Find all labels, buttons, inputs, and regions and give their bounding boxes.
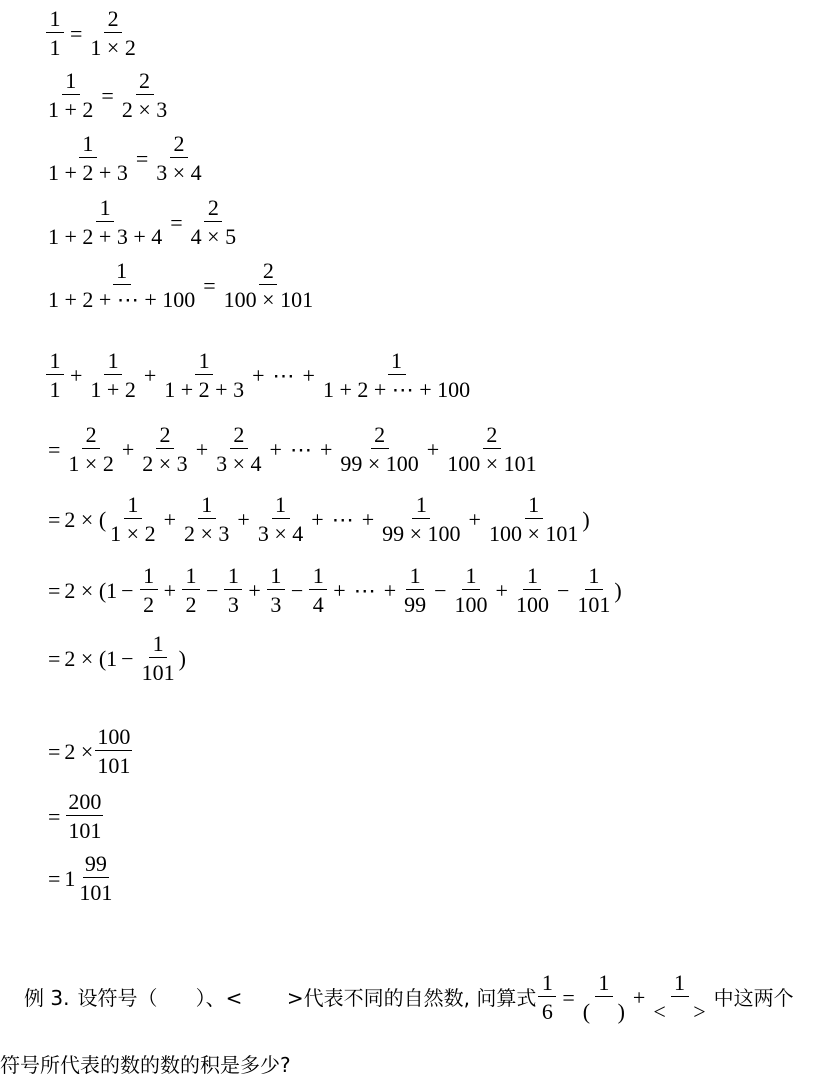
identity-row-3: $\frac{1}{1 + 2 + 3}$ = $\frac{2}{3 \times 4}$: [48, 131, 202, 185]
identity-row-4: $\frac{1}{1 + 2 + 3 + 4}$ = $\frac{2}{4 \times 5}$: [48, 195, 237, 249]
derivation-step-1: = $\frac{2}{1 \times 2}$ + $\frac{2}{2 \times 3}$ + $\frac{2}{3 \times 4}$ + ⋯ + $\frac{2}{99 \times 100}$ + $\frac{2}{100 \times 101}$: [48, 422, 537, 476]
fraction: $\frac{1}{1 + 2 + \cdots + 100}$: [322, 348, 471, 402]
fraction: $\frac{1}{3}$: [224, 565, 242, 616]
fraction: $\frac{1}{101}$: [577, 563, 611, 617]
fraction: $\frac{2}{100 \times 101}$: [447, 422, 537, 476]
fraction: $\frac{1}{1 + 2 + 3 + 4}$: [48, 195, 163, 249]
fraction: $\frac{200}{101}$: [68, 789, 102, 843]
derivation-step-5: = 2 × $\frac{100}{101}$: [48, 724, 131, 778]
fraction: $\frac{1}{( )}$: [582, 970, 625, 1024]
identity-row-2: $\frac{1}{1 + 2}$ = $\frac{2}{2 \times 3}$: [48, 68, 168, 122]
fraction: $\frac{2}{2 \times 3}$: [121, 68, 168, 122]
fraction: $\frac{1}{99}$: [404, 563, 427, 617]
fraction: $\frac{1}{99 \times 100}$: [382, 492, 461, 546]
fraction: $\frac{1}{2}$: [182, 565, 200, 616]
derivation-step-2: = 2 × ( $\frac{1}{1 \times 2}$ + $\frac{1}{2 \times 3}$ + $\frac{1}{3 \times 4}$ + ⋯ + $\frac{1}{99 \times 100}$ + $\frac{1}{100 \times 101}$ ): [48, 492, 590, 546]
example-label: 例 3.: [24, 985, 70, 1010]
derivation-step-3: = 2 × (1 − $\frac{1}{2}$ + $\frac{1}{2}$ − $\frac{1}{3}$ + $\frac{1}{3}$ − $\frac{1}{4}$ + ⋯ + $\frac{1}{99}$ − $\frac{1}{100}$ + $\frac{1}{100}$ − $\frac{1}{101}$ ): [48, 563, 622, 617]
fraction: $\frac{1}{1 \times 2}$: [110, 492, 156, 546]
fraction: $\frac{1}{1}$: [46, 350, 64, 401]
example-text: 中这两个: [713, 985, 794, 1010]
fraction: $\frac{2}{2 \times 3}$: [142, 422, 188, 476]
fraction: $\frac{100}{101}$: [97, 724, 131, 778]
derivation-step-6: = $\frac{200}{101}$: [48, 789, 102, 843]
identity-row-5: $\frac{1}{1 + 2 + \cdots + 100}$ = $\frac{2}{100 \times 101}$: [48, 258, 314, 312]
fraction: $\frac{99}{101}$: [79, 851, 113, 905]
fraction: $\frac{1}{3}$: [267, 565, 285, 616]
example-3-question: 例 3. 设符号（ ）、< >代表不同的自然数, 问算式 $\frac{1}{6}$ = $\frac{1}{( )}$ + $\frac{1}{< >}$ 中这两个: [24, 970, 794, 1024]
derivation-step-7: = 1 $\frac{99}{101}$: [48, 851, 113, 905]
fraction: $\frac{1}{1 + 2 + 3}$: [164, 348, 245, 402]
fraction: $\frac{1}{4}$: [309, 565, 327, 616]
fraction: $\frac{2}{100 \times 101}$: [223, 258, 314, 312]
fraction: $\frac{1}{101}$: [141, 631, 175, 685]
derivation-step-4: = 2 × (1 − $\frac{1}{101}$ ): [48, 631, 186, 685]
fraction: $\frac{2}{99 \times 100}$: [340, 422, 419, 476]
fraction: $\frac{1}{6}$: [538, 972, 556, 1023]
sum-expression: $\frac{1}{1}$ + $\frac{1}{1 + 2}$ + $\frac{1}{1 + 2 + 3}$ + ⋯ + $\frac{1}{1 + 2 + \cdots + 100}$: [44, 350, 474, 401]
fraction: $\frac{2}{1 \times 2}$: [90, 6, 136, 60]
fraction: $\frac{1}{1 + 2}$: [48, 68, 94, 122]
fraction: $\frac{1}{< >}$: [653, 970, 706, 1024]
example-3-question-line2: 符号所代表的数的数的积是多少?: [0, 1053, 291, 1077]
fraction: $\frac{1}{1}$: [46, 8, 64, 59]
fraction: $\frac{1}{1 + 2 + 3}$: [48, 131, 128, 185]
fraction: $\frac{1}{100 \times 101}$: [488, 492, 579, 546]
fraction: $\frac{2}{3 \times 4}$: [156, 131, 202, 185]
fraction: $\frac{2}{4 \times 5}$: [190, 195, 237, 249]
fraction: $\frac{1}{1 + 2}$: [90, 348, 136, 402]
fraction: $\frac{1}{100}$: [454, 563, 488, 617]
fraction: $\frac{1}{2}$: [140, 565, 158, 616]
fraction: $\frac{1}{3 \times 4}$: [257, 492, 304, 546]
fraction: $\frac{2}{1 \times 2}$: [68, 422, 114, 476]
fraction: $\frac{1}{2 \times 3}$: [184, 492, 230, 546]
fraction: $\frac{1}{1 + 2 + \cdots + 100}$: [48, 258, 196, 312]
example-text: 设符号（ ）、< >代表不同的自然数, 问算式: [77, 985, 537, 1010]
identity-row-1: $\frac{1}{1}$ = $\frac{2}{1 \times 2}$: [44, 8, 140, 59]
fraction: $\frac{1}{100}$: [515, 563, 549, 617]
fraction: $\frac{2}{3 \times 4}$: [216, 422, 262, 476]
